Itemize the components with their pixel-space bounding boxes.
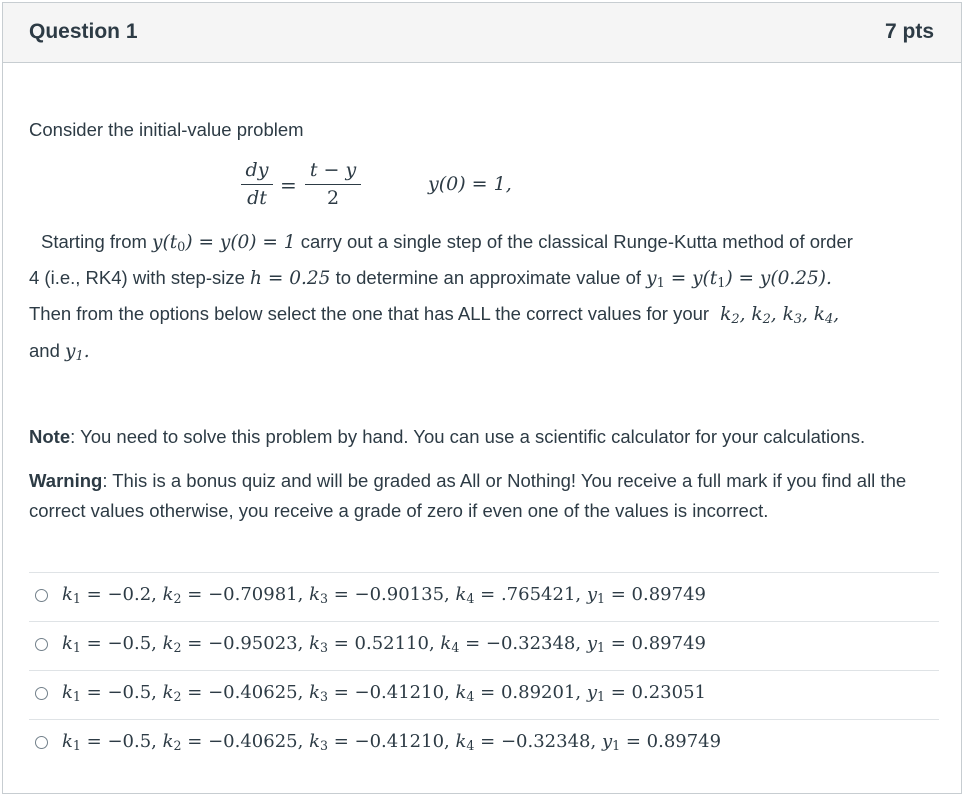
equals-sign: = (280, 173, 297, 197)
radio-button[interactable] (35, 736, 48, 749)
radio-button[interactable] (35, 687, 48, 700)
intro-text: Consider the initial-value problem (29, 119, 304, 140)
rhs-fraction (305, 159, 361, 209)
answer-list (29, 572, 939, 768)
question-points: 7 pts (884, 20, 934, 43)
statement-math: $y_1$. (65, 340, 90, 364)
warning-body: : This is a bonus quiz and will be graded as All or Nothing! You receive a full mark if you find all the correct values otherwise, you receive a grade of zero if even one of the values is incorrect. (29, 470, 907, 521)
statement-math: $y(t_0) = y(0) = 1$ (152, 232, 296, 256)
problem-statement (29, 227, 934, 372)
note-body: : You need to solve this problem by hand. You can use a scientific calculator for your calculations. (70, 426, 866, 447)
statement-text: carry out a single step of the classical Runge-Kutta method of order (300, 231, 853, 252)
question-card (2, 2, 962, 794)
statement-text: and (29, 339, 60, 361)
warning-label: Warning (29, 470, 103, 491)
rhs-numerator: t − y (309, 159, 357, 181)
statement-text: to determine an approximate value of (335, 267, 641, 289)
question-header (3, 3, 961, 63)
answer-option-4[interactable] (29, 719, 939, 768)
lhs-denominator: dt (247, 187, 267, 209)
statement-text: 4 (i.e., RK4) with step-size (29, 267, 245, 289)
radio-button[interactable] (35, 638, 48, 651)
answer-text: $k_1 = -0.5$, $k_2 = -0.40625$, $k_3 = -0.41210$, $k_4 = 0.89201$, $y_1 = 0.23051$ (62, 682, 706, 705)
answer-option-3[interactable] (29, 670, 939, 719)
initial-condition: y(0) = 1, (428, 173, 512, 195)
statement-math: $y_1 = y(t_1) = y(0.25)$. (646, 268, 832, 292)
answer-text: $k_1 = -0.2$, $k_2 = -0.70981$, $k_3 = -0.90135$, $k_4 = .765421$, $y_1 = 0.89749$ (62, 584, 706, 607)
note-text (29, 422, 934, 452)
lhs-fraction (241, 159, 273, 209)
statement-math: $k_2$, $k_2$, $k_3$, $k_4$, (720, 304, 840, 328)
warning-text (29, 466, 934, 526)
note-label: Note (29, 426, 71, 447)
statement-math: h = 0.25 (250, 268, 331, 290)
answer-option-2[interactable] (29, 621, 939, 670)
answer-text: $k_1 = -0.5$, $k_2 = -0.95023$, $k_3 = 0.52110$, $k_4 = -0.32348$, $y_1 = 0.89749$ (62, 633, 706, 656)
rhs-denominator: 2 (326, 187, 340, 209)
answer-option-1[interactable] (29, 572, 939, 621)
radio-button[interactable] (35, 589, 48, 602)
answer-text: $k_1 = -0.5$, $k_2 = -0.40625$, $k_3 = -0.41210$, $k_4 = -0.32348$, $y_1 = 0.89749$ (62, 731, 722, 754)
lhs-numerator: dy (245, 159, 269, 181)
question-title: Question 1 (29, 20, 138, 43)
differential-equation (3, 159, 963, 219)
statement-text: Then from the options below select the one that has ALL the correct values for your (29, 303, 710, 325)
statement-text: Starting from (41, 231, 147, 252)
